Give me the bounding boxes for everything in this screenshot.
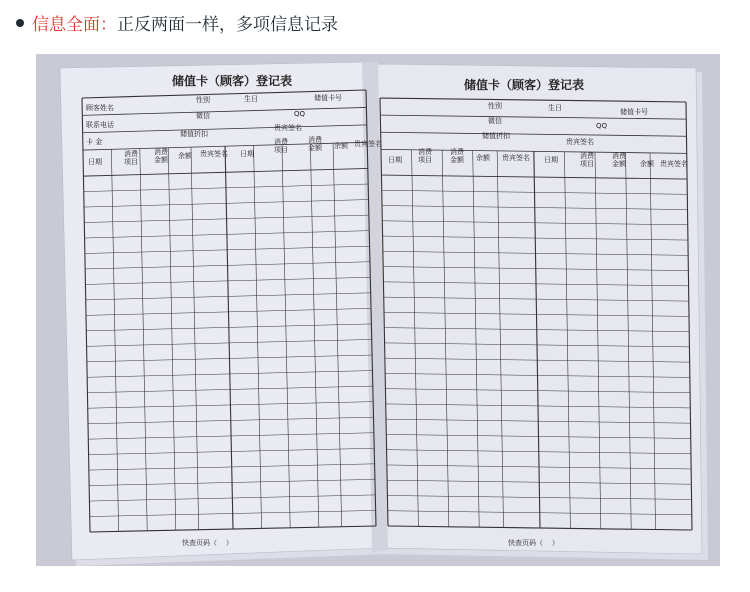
col-amount-right-1: 消费 金额 <box>450 148 464 164</box>
footer-left: 快查页码（ ） <box>182 539 233 547</box>
label-qq-left: QQ <box>294 110 306 118</box>
col-amount-right-2: 消费 金额 <box>612 152 626 168</box>
book-pages <box>36 54 720 566</box>
col-balance-right-1: 余额 <box>476 154 490 162</box>
label-signature-info-right: 贵宾签名 <box>566 138 594 146</box>
label-card-no-right: 储值卡号 <box>620 108 648 116</box>
open-ledger-book <box>36 54 720 566</box>
col-signature-left-2: 贵宾签名 <box>354 140 382 148</box>
col-date-left-1: 日期 <box>88 158 102 166</box>
label-phone-left: 联系电话 <box>86 121 114 129</box>
label-birthday-right: 生日 <box>548 104 562 112</box>
caption <box>16 10 338 35</box>
ledger-book-photo <box>36 54 720 566</box>
label-customer-name-left: 顾客姓名 <box>86 104 114 112</box>
label-wechat-left: 微信 <box>196 112 210 120</box>
label-gender-right: 性别 <box>488 102 502 110</box>
bullet-icon <box>16 19 24 27</box>
label-discount-left: 储值折扣 <box>180 130 208 138</box>
col-item-right-2: 消费 项目 <box>580 152 594 168</box>
col-item-left-1: 消费 项目 <box>124 150 138 166</box>
col-date-left-2: 日期 <box>240 150 254 158</box>
caption-highlight: 信息全面： <box>32 15 117 35</box>
ledger-title-right: 储值卡（顾客）登记表 <box>464 78 585 92</box>
col-balance-left-2: 余额 <box>334 142 348 150</box>
footer-right: 快查页码（ ） <box>508 539 559 547</box>
col-signature-left-1: 贵宾签名 <box>200 150 228 158</box>
col-balance-left-1: 余额 <box>178 152 192 160</box>
label-gender-left: 性别 <box>196 96 210 104</box>
label-wechat-right: 微信 <box>488 117 502 125</box>
label-signature-info-left: 贵宾签名 <box>274 124 302 132</box>
col-item-left-2: 消费 项目 <box>274 138 288 154</box>
col-balance-right-2: 余额 <box>640 160 654 168</box>
label-qq-right: QQ <box>596 122 608 130</box>
col-amount-left-1: 消费 金额 <box>154 148 168 164</box>
label-card-amount-left: 卡 金 <box>86 138 103 146</box>
col-amount-left-2: 消费 金额 <box>308 136 322 152</box>
col-date-right-1: 日期 <box>388 156 402 164</box>
label-discount-right: 储值折扣 <box>482 132 510 140</box>
col-signature-right-1: 贵宾签名 <box>502 154 530 162</box>
label-birthday-left: 生日 <box>244 95 258 103</box>
label-card-no-left: 储值卡号 <box>314 94 342 102</box>
ledger-title-left: 储值卡（顾客）登记表 <box>172 74 293 88</box>
col-date-right-2: 日期 <box>544 156 558 164</box>
caption-text: 正反两面一样，多项信息记录 <box>117 15 338 35</box>
col-item-right-1: 消费 项目 <box>418 148 432 164</box>
col-signature-right-2: 贵宾签名 <box>660 160 688 168</box>
